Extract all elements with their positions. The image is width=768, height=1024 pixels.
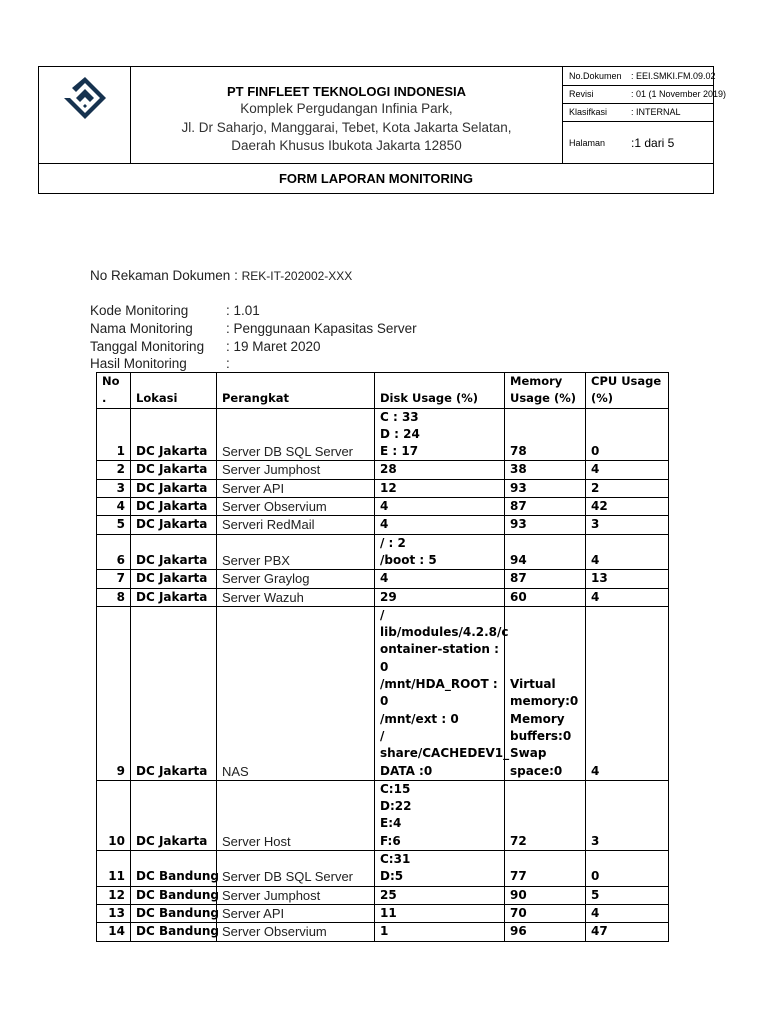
table-header-row xyxy=(97,373,669,409)
cell-disk-usage: 25 xyxy=(375,886,505,904)
cell-memory-usage: 87 xyxy=(505,570,586,588)
cell-lokasi: DC Jakarta xyxy=(131,588,217,606)
cell-disk-usage: / : 2 /boot : 5 xyxy=(375,534,505,570)
cell-no: 12 xyxy=(97,886,131,904)
cell-no: 11 xyxy=(97,851,131,887)
table-row xyxy=(97,498,669,516)
cell-cpu-usage: 4 xyxy=(586,588,669,606)
info-label: Nama Monitoring xyxy=(90,321,193,336)
cell-perangkat: Server PBX xyxy=(217,534,375,570)
cell-disk-usage: 28 xyxy=(375,461,505,479)
cell-perangkat: Server Host xyxy=(217,780,375,850)
cell-lokasi: DC Bandung xyxy=(131,923,217,941)
cell-no: 5 xyxy=(97,516,131,534)
cell-cpu-usage: 0 xyxy=(586,408,669,461)
address-line-1: Komplek Pergudangan Infinia Park, xyxy=(240,101,453,116)
info-value: : Penggunaan Kapasitas Server xyxy=(226,321,417,336)
cell-no: 7 xyxy=(97,570,131,588)
company-name: PT FINFLEET TEKNOLOGI INDONESIA xyxy=(226,84,467,99)
cell-lokasi: DC Jakarta xyxy=(131,780,217,850)
col-header-perangkat: Perangkat xyxy=(217,373,375,409)
meta-value: : EEI.SMKI.FM.09.02 xyxy=(631,71,716,81)
cell-cpu-usage: 13 xyxy=(586,570,669,588)
col-header-memory: Memory Usage (%) xyxy=(505,373,586,409)
cell-cpu-usage: 3 xyxy=(586,780,669,850)
meta-label: No.Dokumen xyxy=(569,71,622,81)
cell-no: 1 xyxy=(97,408,131,461)
cell-memory-usage: 93 xyxy=(505,479,586,497)
cell-lokasi: DC Jakarta xyxy=(131,534,217,570)
cell-disk-usage: C : 33 D : 24 E : 17 xyxy=(375,408,505,461)
cell-disk-usage: 4 xyxy=(375,516,505,534)
cell-cpu-usage: 3 xyxy=(586,516,669,534)
col-header-cpu: CPU Usage (%) xyxy=(586,373,669,409)
record-label: No Rekaman Dokumen : xyxy=(90,268,242,283)
cell-no: 3 xyxy=(97,479,131,497)
table-row xyxy=(97,408,669,461)
cell-memory-usage: 38 xyxy=(505,461,586,479)
info-label: Kode Monitoring xyxy=(90,303,189,318)
cell-lokasi: DC Bandung xyxy=(131,851,217,887)
cell-no: 9 xyxy=(97,606,131,780)
cell-memory-usage: 72 xyxy=(505,780,586,850)
cell-memory-usage: 87 xyxy=(505,498,586,516)
cell-memory-usage: 70 xyxy=(505,904,586,922)
cell-cpu-usage: 2 xyxy=(586,479,669,497)
table-row xyxy=(97,904,669,922)
form-title: FORM LAPORAN MONITORING xyxy=(39,163,713,194)
cell-perangkat: NAS xyxy=(217,606,375,780)
cell-perangkat: Server Observium xyxy=(217,923,375,941)
cell-perangkat: Server Observium xyxy=(217,498,375,516)
cell-memory-usage: Virtual memory:0 Memory buffers:0 Swap space:0 xyxy=(505,606,586,780)
record-value: REK-IT-202002-XXX xyxy=(241,269,353,283)
cell-lokasi: DC Jakarta xyxy=(131,461,217,479)
cell-perangkat: Server DB SQL Server xyxy=(217,408,375,461)
meta-row-no-dokumen xyxy=(563,67,716,86)
company-info xyxy=(131,67,563,163)
cell-perangkat: Server API xyxy=(217,479,375,497)
cell-memory-usage: 78 xyxy=(505,408,586,461)
cell-lokasi: DC Jakarta xyxy=(131,516,217,534)
table-row xyxy=(97,570,669,588)
table-row xyxy=(97,606,669,780)
cell-lokasi: DC Jakarta xyxy=(131,570,217,588)
cell-perangkat: Server Wazuh xyxy=(217,588,375,606)
diamond-s-logo-icon xyxy=(62,75,108,121)
meta-label: Revisi xyxy=(569,89,594,99)
cell-cpu-usage: 42 xyxy=(586,498,669,516)
info-label: Tanggal Monitoring xyxy=(90,339,205,354)
cell-no: 8 xyxy=(97,588,131,606)
table-row xyxy=(97,461,669,479)
cell-no: 2 xyxy=(97,461,131,479)
cell-perangkat: Server API xyxy=(217,904,375,922)
meta-label: Klasifkasi xyxy=(569,107,608,117)
meta-label: Halaman xyxy=(569,138,606,148)
cell-memory-usage: 60 xyxy=(505,588,586,606)
cell-cpu-usage: 4 xyxy=(586,904,669,922)
cell-memory-usage: 96 xyxy=(505,923,586,941)
logo-cell xyxy=(39,67,131,163)
cell-disk-usage: 4 xyxy=(375,570,505,588)
cell-disk-usage: 4 xyxy=(375,498,505,516)
cell-cpu-usage: 4 xyxy=(586,461,669,479)
info-value: : xyxy=(226,356,230,371)
table-row xyxy=(97,780,669,850)
table-row xyxy=(97,886,669,904)
cell-memory-usage: 93 xyxy=(505,516,586,534)
cell-memory-usage: 77 xyxy=(505,851,586,887)
cell-lokasi: DC Jakarta xyxy=(131,479,217,497)
info-label: Hasil Monitoring xyxy=(90,356,187,371)
table-row xyxy=(97,516,669,534)
meta-row-revisi xyxy=(563,85,727,104)
cell-cpu-usage: 4 xyxy=(586,534,669,570)
cell-disk-usage: 12 xyxy=(375,479,505,497)
table-row xyxy=(97,588,669,606)
cell-lokasi: DC Jakarta xyxy=(131,606,217,780)
monitoring-table xyxy=(96,372,669,942)
meta-value: :1 dari 5 xyxy=(631,136,675,150)
cell-cpu-usage: 0 xyxy=(586,851,669,887)
cell-no: 6 xyxy=(97,534,131,570)
cell-disk-usage: 1 xyxy=(375,923,505,941)
info-value: : 1.01 xyxy=(226,303,260,318)
cell-disk-usage: C:31 D:5 xyxy=(375,851,505,887)
cell-perangkat: Server DB SQL Server xyxy=(217,851,375,887)
cell-cpu-usage: 47 xyxy=(586,923,669,941)
table-row xyxy=(97,534,669,570)
info-value: : 19 Maret 2020 xyxy=(226,339,321,354)
cell-disk-usage: / lib/modules/4.2.8/c ontainer-station : 0 /mnt/HDA_ROOT : 0 /mnt/ext : 0 / share/CACHEDEV1_ DATA :0 xyxy=(375,606,505,780)
meta-value: : INTERNAL xyxy=(631,107,681,117)
col-header-disk: Disk Usage (%) xyxy=(375,373,505,409)
cell-lokasi: DC Bandung xyxy=(131,886,217,904)
cell-cpu-usage: 5 xyxy=(586,886,669,904)
cell-perangkat: Server Jumphost xyxy=(217,886,375,904)
cell-perangkat: Server Jumphost xyxy=(217,461,375,479)
address-line-3: Daerah Khusus Ibukota Jakarta 12850 xyxy=(231,138,462,153)
cell-disk-usage: 11 xyxy=(375,904,505,922)
cell-perangkat: Serveri RedMail xyxy=(217,516,375,534)
cell-lokasi: DC Jakarta xyxy=(131,408,217,461)
meta-value: : 01 (1 November 2019) xyxy=(631,89,727,99)
cell-cpu-usage: 4 xyxy=(586,606,669,780)
cell-disk-usage: C:15 D:22 E:4 F:6 xyxy=(375,780,505,850)
cell-no: 13 xyxy=(97,904,131,922)
meta-row-klasifikasi xyxy=(563,103,713,122)
cell-disk-usage: 29 xyxy=(375,588,505,606)
table-row xyxy=(97,923,669,941)
meta-row-halaman xyxy=(563,121,713,163)
cell-no: 10 xyxy=(97,780,131,850)
document-header xyxy=(38,66,727,194)
record-number xyxy=(90,268,352,283)
cell-perangkat: Server Graylog xyxy=(217,570,375,588)
cell-memory-usage: 90 xyxy=(505,886,586,904)
cell-lokasi: DC Bandung xyxy=(131,904,217,922)
cell-no: 4 xyxy=(97,498,131,516)
col-header-no: No . xyxy=(97,373,131,409)
col-header-lokasi: Lokasi xyxy=(131,373,217,409)
document-meta xyxy=(563,67,727,163)
cell-memory-usage: 94 xyxy=(505,534,586,570)
cell-lokasi: DC Jakarta xyxy=(131,498,217,516)
table-row xyxy=(97,851,669,887)
cell-no: 14 xyxy=(97,923,131,941)
address-line-2: Jl. Dr Saharjo, Manggarai, Tebet, Kota Jakarta Selatan, xyxy=(181,120,512,135)
table-row xyxy=(97,479,669,497)
